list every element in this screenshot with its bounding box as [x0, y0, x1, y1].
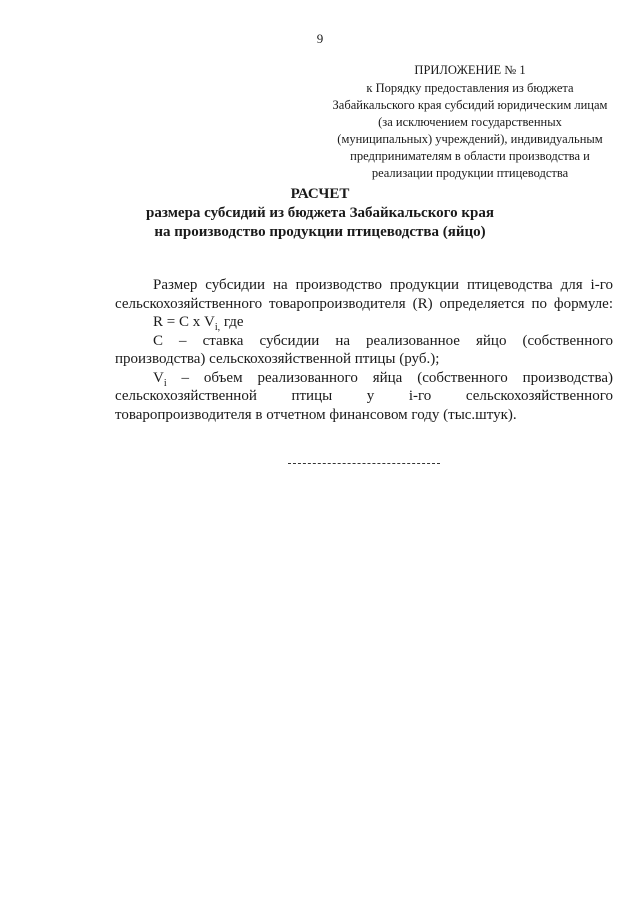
- formula-prefix: R = С х V: [153, 314, 215, 330]
- v-subscript: i: [163, 377, 167, 389]
- title-line-3: на производство продукции птицеводства (яйцо): [154, 224, 486, 240]
- paragraph-intro-line-2: сельскохозяйственного товаропроизводителя (R) определяется по формуле:: [115, 295, 613, 312]
- appendix-line: к Порядку предоставления из бюджета: [366, 81, 574, 95]
- definition-v-line-1: [115, 369, 613, 388]
- title-line-1: РАСЧЕТ: [290, 186, 350, 202]
- page-number: 9: [316, 31, 324, 46]
- appendix-line: Забайкальского края субсидий юридическим лицам: [332, 98, 608, 112]
- document-body: [115, 276, 613, 424]
- definition-c-line-2: производства) сельскохозяйственной птицы (руб.);: [115, 351, 440, 367]
- definition-v-line-1-rest: – объем реализованного яйца (собственного производства): [166, 369, 613, 386]
- document-title: [0, 185, 640, 242]
- paragraph-intro-line-1: Размер субсидии на производство продукции птицеводства для i-го: [153, 277, 613, 293]
- appendix-header: [320, 62, 620, 182]
- appendix-line: предпринимателям в области производства и: [350, 149, 590, 163]
- formula-line: [115, 313, 613, 332]
- appendix-line: (муниципальных) учреждений), индивидуальным: [337, 132, 603, 146]
- definition-c-line-1: С – ставка субсидии на реализованное яйцо (собственного: [153, 332, 613, 349]
- formula-subscript: i,: [214, 322, 221, 333]
- definition-v-line-3: товаропроизводителя в отчетном финансовом году (тыс.штук).: [115, 406, 517, 423]
- closing-divider-line: [288, 463, 440, 464]
- appendix-line: реализации продукции птицеводства: [371, 166, 569, 180]
- appendix-line: (за исключением государственных: [378, 115, 562, 129]
- appendix-title: ПРИЛОЖЕНИЕ № 1: [414, 63, 526, 77]
- definition-v-line-2: сельскохозяйственной птицы у i-го сельскохозяйственного: [115, 388, 613, 404]
- v-symbol: V: [153, 369, 164, 386]
- title-line-2: размера субсидий из бюджета Забайкальского края: [146, 205, 494, 221]
- formula-suffix: где: [220, 314, 244, 330]
